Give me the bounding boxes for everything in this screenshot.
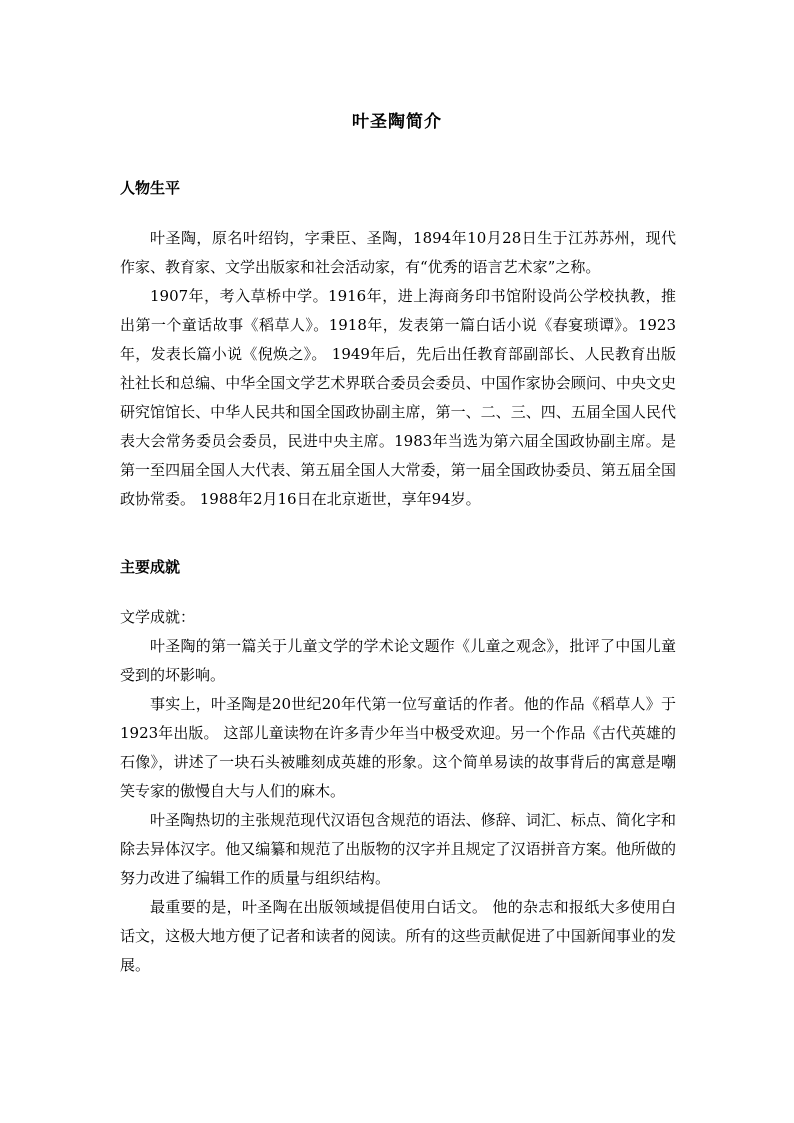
section-heading-biography: 人物生平 (120, 179, 181, 197)
achievements-paragraph: 叶圣陶的第一篇关于儿童文学的学术论文题作《儿童之观念》，批评了中国儿童受到的坏影响。 (120, 637, 676, 684)
biography-body (120, 224, 676, 514)
achievements-paragraph: 事实上，叶圣陶是20世纪20年代第一位写童话的作者。他的作品《稻草人》于1923年出版。 这部儿童读物在许多青少年当中极受欢迎。另一个作品《古代英雄的石像》，讲述了一块石头被雕刻成英雄的形象。这个简单易读的故事背后的寓意是嘲笑专家的傲慢自大与人们的麻木。 (120, 695, 676, 800)
biography-paragraph: 叶圣陶，原名叶绍钧，字秉臣、圣陶，1894年10月28日生于江苏苏州，现代作家、教育家、文学出版家和社会活动家，有“优秀的语言艺术家”之称。 (120, 229, 676, 276)
literary-achievements-label: 文学成就： (120, 608, 196, 626)
biography-paragraph: 1907年，考入草桥中学。1916年，进上海商务印书馆附设尚公学校执教，推出第一个童话故事《稻草人》。1918年，发表第一篇白话小说《春宴琐谭》。1923年，发表长篇小说《倪焕之》。 1949年后，先后出任教育部副部长、人民教育出版社社长和总编、中华全国文学艺术界联合委员会委员、中国作家协会顾问、中央文史研究馆馆长、中华人民共和国全国政协副主席，第一、二、三、四、五届全国人民代表大会常务委员会委员，民进中央主席。1983年当选为第六届全国政协副主席。是第一至四届全国人大代表、第五届全国人大常委，第一届全国政协委员、第五届全国政协常委。 1988年2月16日在北京逝世，享年94岁。 (120, 287, 676, 508)
section-heading-achievements: 主要成就 (120, 558, 181, 576)
achievements-paragraph: 叶圣陶热切的主张规范现代汉语包含规范的语法、修辞、词汇、标点、简化字和除去异体汉字。他又编纂和规范了出版物的汉字并且规定了汉语拼音方案。他所做的努力改进了编辑工作的质量与组织结构。 (120, 811, 676, 887)
document-title: 叶圣陶简介 (352, 112, 442, 132)
achievements-body (120, 603, 676, 980)
achievements-paragraph: 最重要的是，叶圣陶在出版领域提倡使用白话文。 他的杂志和报纸大多使用白话文，这极大地方便了记者和读者的阅读。所有的这些贡献促进了中国新闻事业的发展。 (120, 898, 676, 974)
